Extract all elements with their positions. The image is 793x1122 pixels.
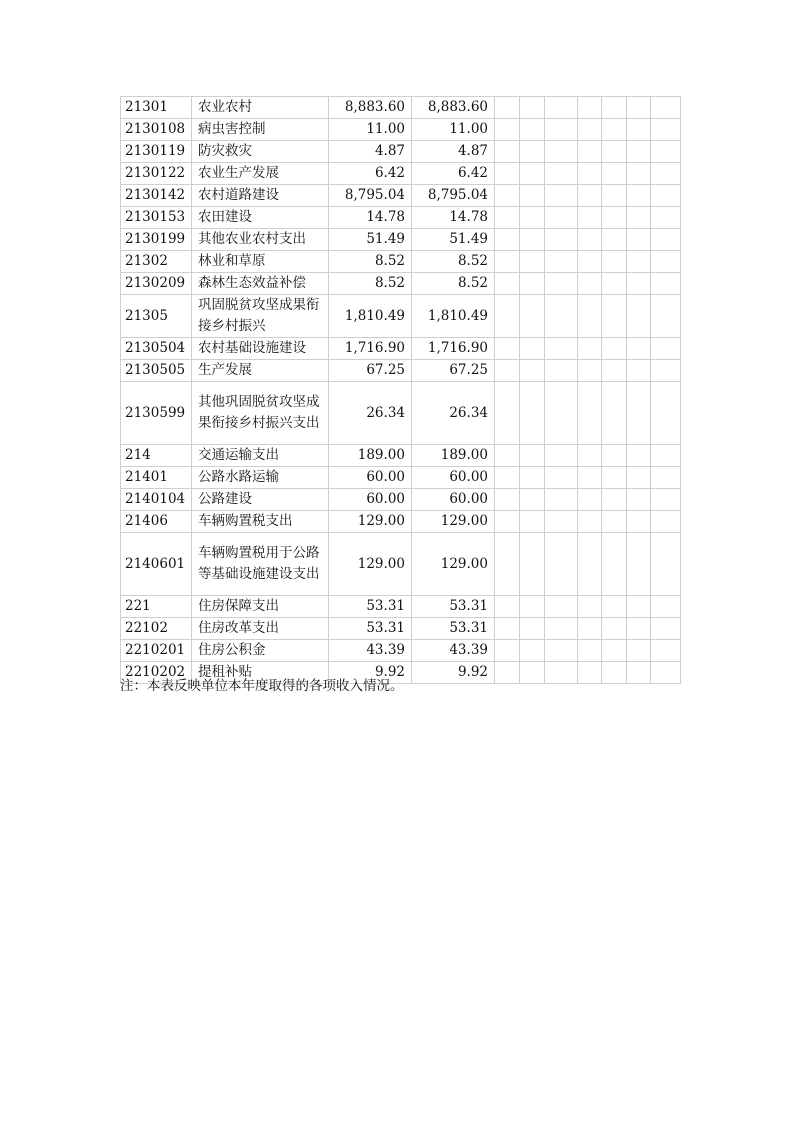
empty-cell: [627, 295, 651, 338]
income-table: [120, 96, 681, 684]
empty-cell: [495, 511, 520, 533]
empty-cell: [578, 185, 602, 207]
empty-cell: [545, 338, 578, 360]
subject-name-cell: 公路建设: [192, 489, 329, 511]
empty-cell: [545, 511, 578, 533]
total-cell: 51.49: [329, 229, 412, 251]
fiscal-income-cell: 4.87: [412, 141, 495, 163]
total-cell: 1,716.90: [329, 338, 412, 360]
subject-name-cell: 防灾救灾: [192, 141, 329, 163]
empty-cell: [602, 618, 627, 640]
empty-cell: [578, 382, 602, 445]
empty-cell: [545, 662, 578, 684]
fiscal-income-cell: 1,810.49: [412, 295, 495, 338]
empty-cell: [495, 618, 520, 640]
empty-cell: [578, 596, 602, 618]
empty-cell: [520, 207, 545, 229]
total-cell: 189.00: [329, 445, 412, 467]
table-row: [121, 533, 681, 596]
empty-cell: [627, 141, 651, 163]
table-row: [121, 640, 681, 662]
empty-cell: [545, 596, 578, 618]
empty-cell: [627, 207, 651, 229]
empty-cell: [495, 295, 520, 338]
table-row: [121, 185, 681, 207]
empty-cell: [602, 511, 627, 533]
empty-cell: [520, 229, 545, 251]
empty-cell: [495, 141, 520, 163]
subject-code-cell: 2130199: [121, 229, 192, 251]
empty-cell: [602, 163, 627, 185]
empty-cell: [627, 618, 651, 640]
subject-code-cell: 2130142: [121, 185, 192, 207]
subject-name-cell: 提租补贴: [192, 662, 329, 684]
empty-cell: [545, 251, 578, 273]
empty-cell: [627, 119, 651, 141]
empty-cell: [545, 640, 578, 662]
empty-cell: [602, 207, 627, 229]
empty-cell: [602, 382, 627, 445]
empty-cell: [520, 640, 545, 662]
empty-cell: [602, 273, 627, 295]
empty-cell: [651, 382, 681, 445]
subject-code-cell: 2140104: [121, 489, 192, 511]
empty-cell: [545, 533, 578, 596]
empty-cell: [627, 640, 651, 662]
fiscal-income-cell: 67.25: [412, 360, 495, 382]
empty-cell: [602, 251, 627, 273]
empty-cell: [651, 533, 681, 596]
fiscal-income-cell: 53.31: [412, 618, 495, 640]
empty-cell: [545, 467, 578, 489]
empty-cell: [578, 273, 602, 295]
subject-code-cell: 21302: [121, 251, 192, 273]
subject-name-cell: 森林生态效益补偿: [192, 273, 329, 295]
fiscal-income-cell: 8.52: [412, 251, 495, 273]
subject-name-cell: 其他农业农村支出: [192, 229, 329, 251]
table-row: [121, 119, 681, 141]
subject-code-cell: 21305: [121, 295, 192, 338]
empty-cell: [495, 273, 520, 295]
empty-cell: [495, 360, 520, 382]
empty-cell: [651, 467, 681, 489]
table-row: [121, 596, 681, 618]
empty-cell: [545, 229, 578, 251]
table-row: [121, 360, 681, 382]
empty-cell: [602, 229, 627, 251]
total-cell: 6.42: [329, 163, 412, 185]
empty-cell: [651, 596, 681, 618]
table-row: [121, 467, 681, 489]
empty-cell: [651, 119, 681, 141]
subject-name-cell: 住房改革支出: [192, 618, 329, 640]
empty-cell: [627, 97, 651, 119]
empty-cell: [602, 662, 627, 684]
subject-name-cell: 住房保障支出: [192, 596, 329, 618]
table-body: [121, 97, 681, 684]
subject-name-cell: 生产发展: [192, 360, 329, 382]
subject-code-cell: 2210202: [121, 662, 192, 684]
empty-cell: [651, 662, 681, 684]
empty-cell: [627, 185, 651, 207]
empty-cell: [578, 97, 602, 119]
empty-cell: [520, 533, 545, 596]
empty-cell: [627, 338, 651, 360]
subject-code-cell: 2130505: [121, 360, 192, 382]
fiscal-income-cell: 8,883.60: [412, 97, 495, 119]
empty-cell: [651, 511, 681, 533]
empty-cell: [602, 119, 627, 141]
empty-cell: [627, 489, 651, 511]
empty-cell: [520, 596, 545, 618]
fiscal-income-cell: 8.52: [412, 273, 495, 295]
fiscal-income-cell: 9.92: [412, 662, 495, 684]
empty-cell: [520, 511, 545, 533]
empty-cell: [627, 445, 651, 467]
fiscal-income-cell: 51.49: [412, 229, 495, 251]
fiscal-income-cell: 14.78: [412, 207, 495, 229]
subject-name-cell: 病虫害控制: [192, 119, 329, 141]
empty-cell: [578, 360, 602, 382]
subject-name-cell: 农田建设: [192, 207, 329, 229]
fiscal-income-cell: 26.34: [412, 382, 495, 445]
table-row: [121, 273, 681, 295]
fiscal-income-cell: 1,716.90: [412, 338, 495, 360]
subject-name-cell: 巩固脱贫攻坚成果衔接乡村振兴: [192, 295, 329, 338]
empty-cell: [520, 618, 545, 640]
subject-code-cell: 2130119: [121, 141, 192, 163]
empty-cell: [545, 489, 578, 511]
empty-cell: [495, 207, 520, 229]
empty-cell: [651, 141, 681, 163]
empty-cell: [545, 273, 578, 295]
empty-cell: [495, 640, 520, 662]
subject-name-cell: 林业和草原: [192, 251, 329, 273]
subject-code-cell: 221: [121, 596, 192, 618]
empty-cell: [495, 467, 520, 489]
empty-cell: [627, 596, 651, 618]
fiscal-income-cell: 43.39: [412, 640, 495, 662]
table-row: [121, 511, 681, 533]
empty-cell: [578, 295, 602, 338]
subject-code-cell: 2130504: [121, 338, 192, 360]
empty-cell: [651, 229, 681, 251]
subject-name-cell: 农业生产发展: [192, 163, 329, 185]
empty-cell: [602, 97, 627, 119]
empty-cell: [651, 360, 681, 382]
total-cell: 129.00: [329, 533, 412, 596]
empty-cell: [545, 97, 578, 119]
table-row: [121, 141, 681, 163]
total-cell: 43.39: [329, 640, 412, 662]
subject-name-cell: 车辆购置税支出: [192, 511, 329, 533]
empty-cell: [602, 640, 627, 662]
fiscal-income-cell: 60.00: [412, 467, 495, 489]
empty-cell: [520, 185, 545, 207]
table-row: [121, 489, 681, 511]
empty-cell: [651, 640, 681, 662]
empty-cell: [495, 382, 520, 445]
empty-cell: [545, 360, 578, 382]
total-cell: 8,795.04: [329, 185, 412, 207]
empty-cell: [602, 445, 627, 467]
table-row: [121, 445, 681, 467]
subject-code-cell: 2130122: [121, 163, 192, 185]
subject-code-cell: 214: [121, 445, 192, 467]
fiscal-income-cell: 129.00: [412, 511, 495, 533]
empty-cell: [520, 295, 545, 338]
empty-cell: [545, 445, 578, 467]
subject-name-cell: 住房公积金: [192, 640, 329, 662]
subject-code-cell: 2130108: [121, 119, 192, 141]
empty-cell: [520, 251, 545, 273]
empty-cell: [520, 119, 545, 141]
total-cell: 26.34: [329, 382, 412, 445]
empty-cell: [627, 163, 651, 185]
empty-cell: [602, 141, 627, 163]
empty-cell: [495, 251, 520, 273]
subject-name-cell: 车辆购置税用于公路等基础设施建设支出: [192, 533, 329, 596]
empty-cell: [602, 185, 627, 207]
empty-cell: [520, 445, 545, 467]
fiscal-income-cell: 6.42: [412, 163, 495, 185]
empty-cell: [627, 382, 651, 445]
total-cell: 1,810.49: [329, 295, 412, 338]
empty-cell: [545, 618, 578, 640]
subject-code-cell: 21301: [121, 97, 192, 119]
total-cell: 53.31: [329, 618, 412, 640]
subject-code-cell: 21401: [121, 467, 192, 489]
empty-cell: [578, 662, 602, 684]
table-row: [121, 382, 681, 445]
table-row: [121, 229, 681, 251]
empty-cell: [495, 596, 520, 618]
table-note: 注：本表反映单位本年度取得的各项收入情况。: [120, 678, 404, 694]
empty-cell: [578, 511, 602, 533]
empty-cell: [520, 141, 545, 163]
empty-cell: [602, 295, 627, 338]
empty-cell: [651, 163, 681, 185]
empty-cell: [495, 662, 520, 684]
total-cell: 4.87: [329, 141, 412, 163]
table-row: [121, 163, 681, 185]
subject-name-cell: 农村道路建设: [192, 185, 329, 207]
empty-cell: [627, 273, 651, 295]
empty-cell: [578, 445, 602, 467]
empty-cell: [578, 163, 602, 185]
empty-cell: [627, 511, 651, 533]
empty-cell: [495, 338, 520, 360]
total-cell: 67.25: [329, 360, 412, 382]
empty-cell: [651, 251, 681, 273]
empty-cell: [627, 662, 651, 684]
empty-cell: [520, 382, 545, 445]
subject-name-cell: 农业农村: [192, 97, 329, 119]
empty-cell: [602, 338, 627, 360]
subject-name-cell: 交通运输支出: [192, 445, 329, 467]
total-cell: 14.78: [329, 207, 412, 229]
total-cell: 9.92: [329, 662, 412, 684]
empty-cell: [578, 618, 602, 640]
empty-cell: [602, 489, 627, 511]
empty-cell: [602, 467, 627, 489]
total-cell: 60.00: [329, 489, 412, 511]
empty-cell: [602, 533, 627, 596]
fiscal-income-cell: 129.00: [412, 533, 495, 596]
empty-cell: [545, 141, 578, 163]
empty-cell: [651, 273, 681, 295]
table-row: [121, 251, 681, 273]
empty-cell: [578, 207, 602, 229]
table-row: [121, 338, 681, 360]
empty-cell: [578, 338, 602, 360]
empty-cell: [602, 360, 627, 382]
subject-name-cell: 其他巩固脱贫攻坚成果衔接乡村振兴支出: [192, 382, 329, 445]
empty-cell: [578, 229, 602, 251]
total-cell: 8.52: [329, 273, 412, 295]
table-row: [121, 618, 681, 640]
empty-cell: [495, 185, 520, 207]
empty-cell: [651, 295, 681, 338]
empty-cell: [651, 445, 681, 467]
empty-cell: [651, 97, 681, 119]
empty-cell: [495, 229, 520, 251]
subject-code-cell: 22102: [121, 618, 192, 640]
empty-cell: [495, 119, 520, 141]
empty-cell: [520, 338, 545, 360]
empty-cell: [520, 273, 545, 295]
total-cell: 8.52: [329, 251, 412, 273]
empty-cell: [545, 382, 578, 445]
empty-cell: [627, 229, 651, 251]
table-row: [121, 295, 681, 338]
total-cell: 53.31: [329, 596, 412, 618]
empty-cell: [651, 185, 681, 207]
subject-code-cell: 2130153: [121, 207, 192, 229]
subject-name-cell: 公路水路运输: [192, 467, 329, 489]
empty-cell: [651, 207, 681, 229]
empty-cell: [578, 141, 602, 163]
total-cell: 11.00: [329, 119, 412, 141]
empty-cell: [495, 489, 520, 511]
total-cell: 129.00: [329, 511, 412, 533]
empty-cell: [651, 338, 681, 360]
subject-code-cell: 2140601: [121, 533, 192, 596]
empty-cell: [627, 251, 651, 273]
empty-cell: [545, 207, 578, 229]
subject-code-cell: 2130599: [121, 382, 192, 445]
empty-cell: [520, 467, 545, 489]
empty-cell: [578, 533, 602, 596]
table-row: [121, 207, 681, 229]
subject-code-cell: 2130209: [121, 273, 192, 295]
subject-code-cell: 2210201: [121, 640, 192, 662]
fiscal-income-cell: 60.00: [412, 489, 495, 511]
empty-cell: [495, 533, 520, 596]
empty-cell: [651, 489, 681, 511]
empty-cell: [545, 295, 578, 338]
empty-cell: [578, 467, 602, 489]
empty-cell: [520, 163, 545, 185]
empty-cell: [520, 97, 545, 119]
empty-cell: [578, 251, 602, 273]
empty-cell: [545, 185, 578, 207]
empty-cell: [578, 640, 602, 662]
fiscal-income-cell: 189.00: [412, 445, 495, 467]
fiscal-income-cell: 8,795.04: [412, 185, 495, 207]
total-cell: 8,883.60: [329, 97, 412, 119]
fiscal-income-cell: 53.31: [412, 596, 495, 618]
table-row: [121, 97, 681, 119]
empty-cell: [578, 489, 602, 511]
empty-cell: [495, 163, 520, 185]
empty-cell: [627, 533, 651, 596]
empty-cell: [520, 360, 545, 382]
empty-cell: [495, 97, 520, 119]
empty-cell: [545, 163, 578, 185]
empty-cell: [602, 596, 627, 618]
empty-cell: [627, 467, 651, 489]
empty-cell: [520, 489, 545, 511]
total-cell: 60.00: [329, 467, 412, 489]
subject-name-cell: 农村基础设施建设: [192, 338, 329, 360]
subject-code-cell: 21406: [121, 511, 192, 533]
empty-cell: [545, 119, 578, 141]
empty-cell: [495, 445, 520, 467]
empty-cell: [651, 618, 681, 640]
empty-cell: [627, 360, 651, 382]
fiscal-income-cell: 11.00: [412, 119, 495, 141]
empty-cell: [578, 119, 602, 141]
empty-cell: [520, 662, 545, 684]
